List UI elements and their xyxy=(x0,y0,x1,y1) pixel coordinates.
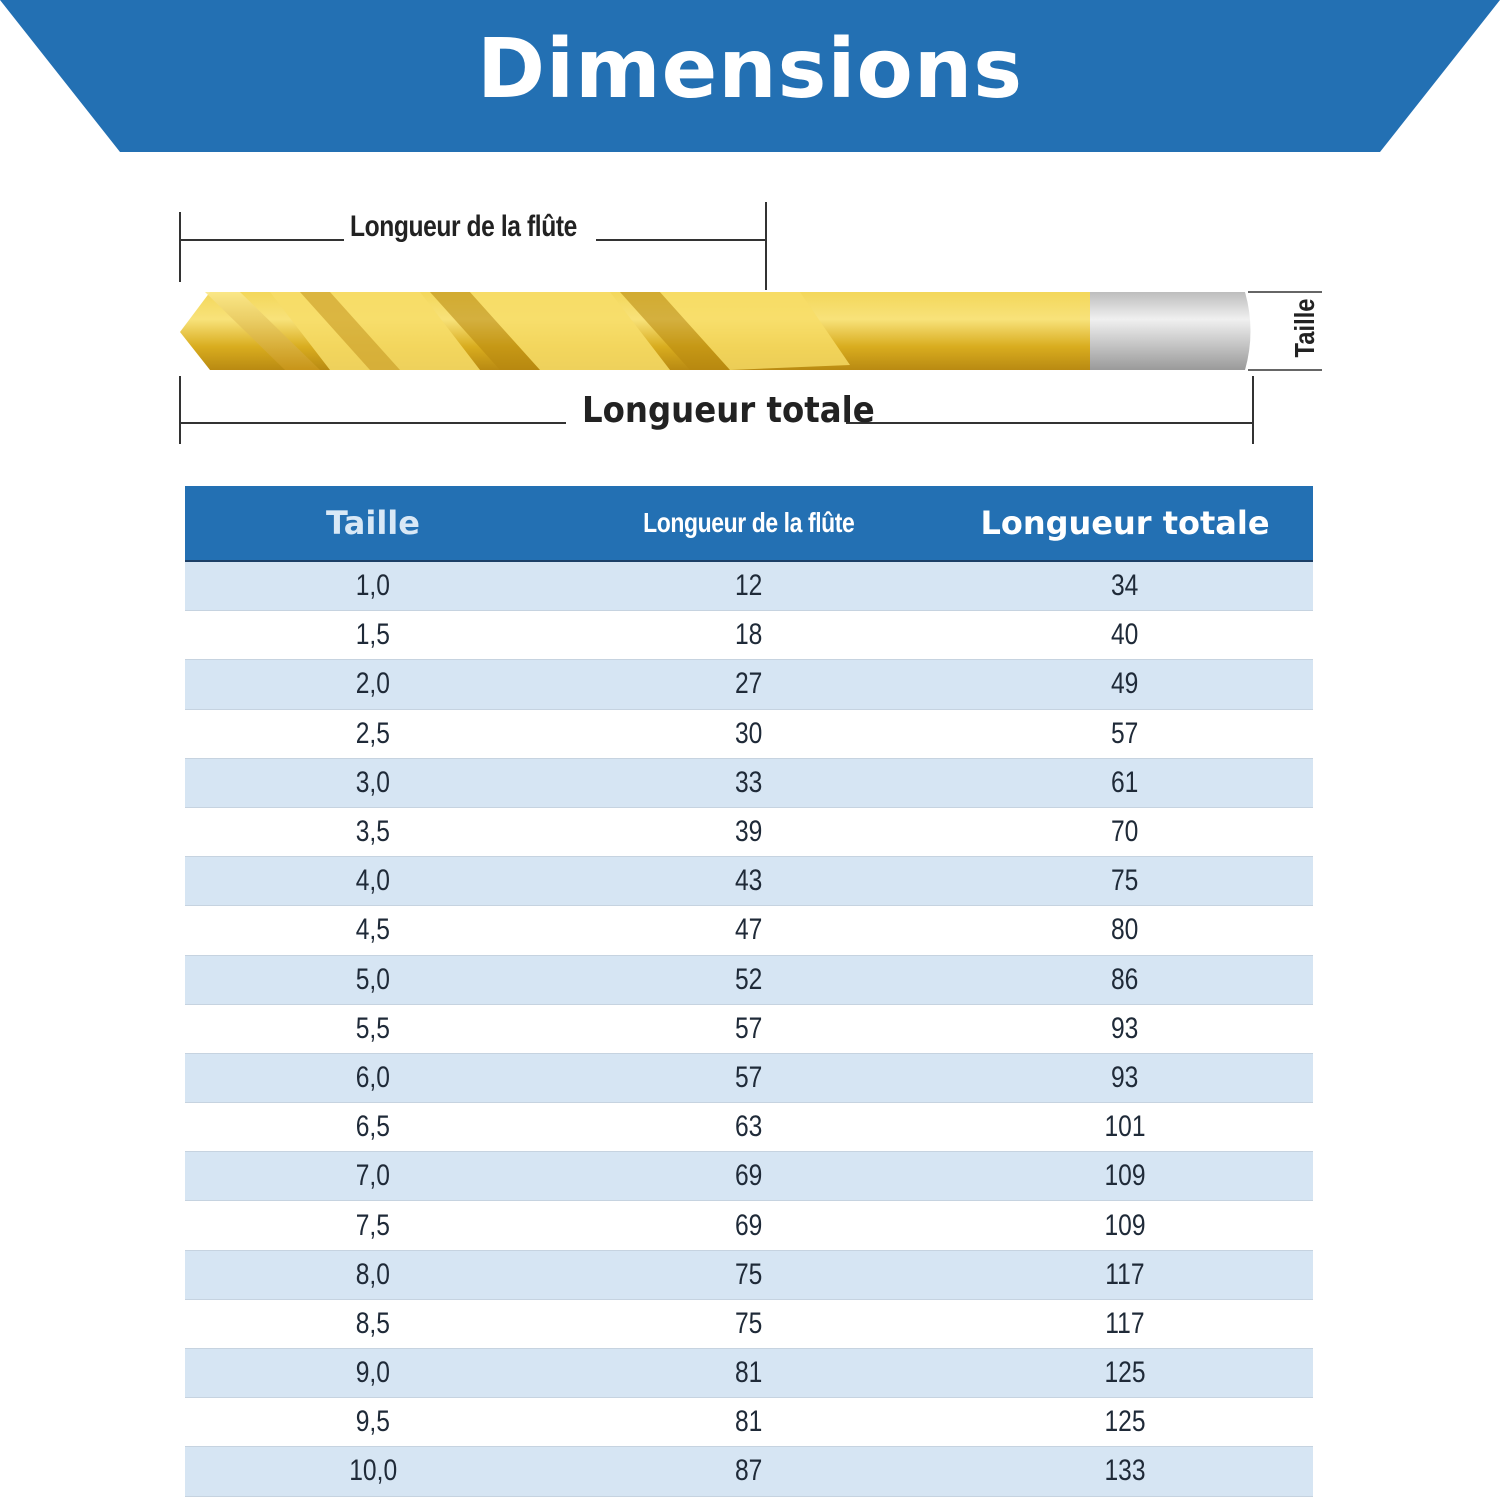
column-header-total-length: Longueur totale xyxy=(937,486,1313,561)
cell-flute-length: 69 xyxy=(561,1152,937,1201)
table-row xyxy=(185,561,1313,611)
cell-total-length: 49 xyxy=(937,660,1313,709)
cell-flute-length: 75 xyxy=(561,1299,937,1348)
cell-total-length: 101 xyxy=(937,1103,1313,1152)
table-row xyxy=(185,807,1313,856)
table-row xyxy=(185,1299,1313,1348)
table-row xyxy=(185,1004,1313,1053)
table-row xyxy=(185,1250,1313,1299)
table-row xyxy=(185,660,1313,709)
table-row xyxy=(185,1053,1313,1102)
cell-total-length: 93 xyxy=(937,1004,1313,1053)
cell-size: 2,0 xyxy=(185,660,561,709)
cell-flute-length: 75 xyxy=(561,1250,937,1299)
cell-flute-length: 12 xyxy=(561,561,937,611)
drill-bit xyxy=(180,292,1251,370)
cell-total-length: 109 xyxy=(937,1201,1313,1250)
cell-flute-length: 33 xyxy=(561,758,937,807)
table-row xyxy=(185,1201,1313,1250)
table-row xyxy=(185,857,1313,906)
cell-flute-length: 57 xyxy=(561,1053,937,1102)
cell-total-length: 117 xyxy=(937,1299,1313,1348)
cell-flute-length: 30 xyxy=(561,709,937,758)
column-header-flute-length: Longueur de la flûte xyxy=(561,486,937,561)
table-row xyxy=(185,611,1313,660)
cell-size: 3,5 xyxy=(185,807,561,856)
cell-total-length: 109 xyxy=(937,1152,1313,1201)
cell-size: 6,0 xyxy=(185,1053,561,1102)
cell-size: 8,0 xyxy=(185,1250,561,1299)
cell-flute-length: 87 xyxy=(561,1447,937,1496)
cell-total-length: 75 xyxy=(937,857,1313,906)
cell-size: 4,0 xyxy=(185,857,561,906)
cell-total-length: 125 xyxy=(937,1349,1313,1398)
cell-size: 5,5 xyxy=(185,1004,561,1053)
cell-size: 1,5 xyxy=(185,611,561,660)
cell-size: 9,0 xyxy=(185,1349,561,1398)
cell-flute-length: 43 xyxy=(561,857,937,906)
table-header-row xyxy=(185,486,1313,561)
cell-flute-length: 18 xyxy=(561,611,937,660)
table-row xyxy=(185,955,1313,1004)
cell-total-length: 34 xyxy=(937,561,1313,611)
flute-length-label: Longueur de la flûte xyxy=(350,210,577,243)
cell-total-length: 117 xyxy=(937,1250,1313,1299)
cell-total-length: 86 xyxy=(937,955,1313,1004)
cell-total-length: 93 xyxy=(937,1053,1313,1102)
cell-flute-length: 27 xyxy=(561,660,937,709)
cell-total-length: 40 xyxy=(937,611,1313,660)
cell-flute-length: 39 xyxy=(561,807,937,856)
cell-total-length: 133 xyxy=(937,1447,1313,1496)
cell-size: 2,5 xyxy=(185,709,561,758)
drill-diagram xyxy=(0,190,1500,460)
table-row xyxy=(185,1152,1313,1201)
cell-total-length: 70 xyxy=(937,807,1313,856)
dimensions-table xyxy=(185,486,1313,1497)
cell-size: 4,5 xyxy=(185,906,561,955)
cell-flute-length: 81 xyxy=(561,1398,937,1447)
table-row xyxy=(185,1103,1313,1152)
column-header-size: Taille xyxy=(185,486,561,561)
cell-size: 6,5 xyxy=(185,1103,561,1152)
cell-size: 3,0 xyxy=(185,758,561,807)
table-row xyxy=(185,758,1313,807)
cell-flute-length: 63 xyxy=(561,1103,937,1152)
page-title: Dimensions xyxy=(476,22,1024,117)
cell-flute-length: 81 xyxy=(561,1349,937,1398)
table-row xyxy=(185,709,1313,758)
cell-total-length: 61 xyxy=(937,758,1313,807)
cell-size: 9,5 xyxy=(185,1398,561,1447)
cell-size: 10,0 xyxy=(185,1447,561,1496)
table-row xyxy=(185,1398,1313,1447)
cell-size: 1,0 xyxy=(185,561,561,611)
table-row xyxy=(185,906,1313,955)
cell-flute-length: 52 xyxy=(561,955,937,1004)
cell-total-length: 80 xyxy=(937,906,1313,955)
cell-flute-length: 69 xyxy=(561,1201,937,1250)
cell-size: 5,0 xyxy=(185,955,561,1004)
cell-total-length: 125 xyxy=(937,1398,1313,1447)
cell-flute-length: 47 xyxy=(561,906,937,955)
cell-total-length: 57 xyxy=(937,709,1313,758)
table-row xyxy=(185,1447,1313,1496)
cell-size: 8,5 xyxy=(185,1299,561,1348)
cell-flute-length: 57 xyxy=(561,1004,937,1053)
cell-size: 7,5 xyxy=(185,1201,561,1250)
cell-size: 7,0 xyxy=(185,1152,561,1201)
total-length-label: Longueur totale xyxy=(582,390,875,431)
table-row xyxy=(185,1349,1313,1398)
size-label: Taille xyxy=(1288,298,1320,358)
